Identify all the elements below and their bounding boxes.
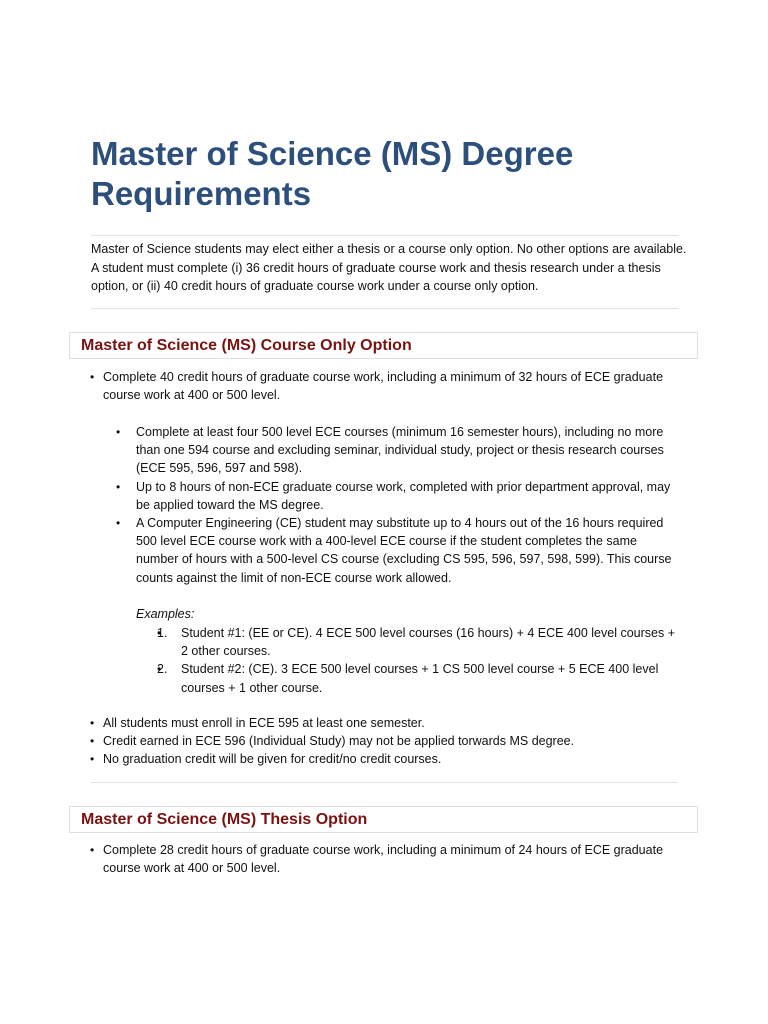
list-number: • 2. <box>157 662 168 677</box>
course-only-section-header <box>69 332 698 359</box>
list-item: • No graduation credit will be given for credit/no credit courses. <box>90 750 680 768</box>
course-only-heading: Master of Science (MS) Course Only Option <box>81 337 412 354</box>
list-item <box>157 624 680 660</box>
thesis-main-list <box>90 841 680 877</box>
list-number: • 1. <box>157 626 168 640</box>
examples-label: Examples: <box>136 607 195 621</box>
list-item: • Up to 8 hours of non-ECE graduate course work, completed with prior department approval, may be applied toward the MS degree. <box>116 478 680 514</box>
course-only-final-list <box>90 714 680 769</box>
examples-list <box>157 624 680 697</box>
course-only-sub-list <box>116 423 680 587</box>
list-item: • Complete 40 credit hours of graduate course work, including a minimum of 32 hours of ECE graduate course work at 400 or 500 level. <box>90 368 680 404</box>
page-title: Master of Science (MS) Degree Requirements <box>91 135 574 212</box>
thesis-heading: Master of Science (MS) Thesis Option <box>81 811 368 828</box>
list-item: • All students must enroll in ECE 595 at least one semester. <box>90 714 680 732</box>
divider <box>91 235 678 236</box>
list-item-text: Student #2: (CE). 3 ECE 500 level courses + 1 CS 500 level course + 5 ECE 400 level courses + 1 other course. <box>181 662 659 695</box>
thesis-section-header <box>69 806 698 833</box>
list-item: • A Computer Engineering (CE) student may substitute up to 4 hours out of the 16 hours required 500 level ECE course work with a 400-level ECE course if the student completes the same number of hours with a 500-level CS course (excluding CS 595, 596, 597, 598, 599). This course counts against the limit of non-ECE course work allowed. <box>116 514 680 587</box>
course-only-main-list <box>90 368 680 404</box>
list-item: • Complete 28 credit hours of graduate course work, including a minimum of 24 hours of ECE graduate course work at 400 or 500 level. <box>90 841 680 877</box>
divider <box>91 782 678 783</box>
list-item: • Credit earned in ECE 596 (Individual Study) may not be applied torwards MS degree. <box>90 732 680 750</box>
divider <box>91 308 678 309</box>
list-item <box>157 660 680 696</box>
list-item-text: Student #1: (EE or CE). 4 ECE 500 level courses (16 hours) + 4 ECE 400 level courses + 2 other courses. <box>181 626 676 659</box>
list-item: • Complete at least four 500 level ECE courses (minimum 16 semester hours), including no more than one 594 course and excluding seminar, individual study, project or thesis research courses (ECE 595, 596, 597 and 598). <box>116 423 680 478</box>
intro-paragraph: Master of Science students may elect either a thesis or a course only option. No other options are available. A student must complete (i) 36 credit hours of graduate course work and thesis research under a thesis option, or (ii) 40 credit hours of graduate course work under a course only option. <box>91 242 687 293</box>
